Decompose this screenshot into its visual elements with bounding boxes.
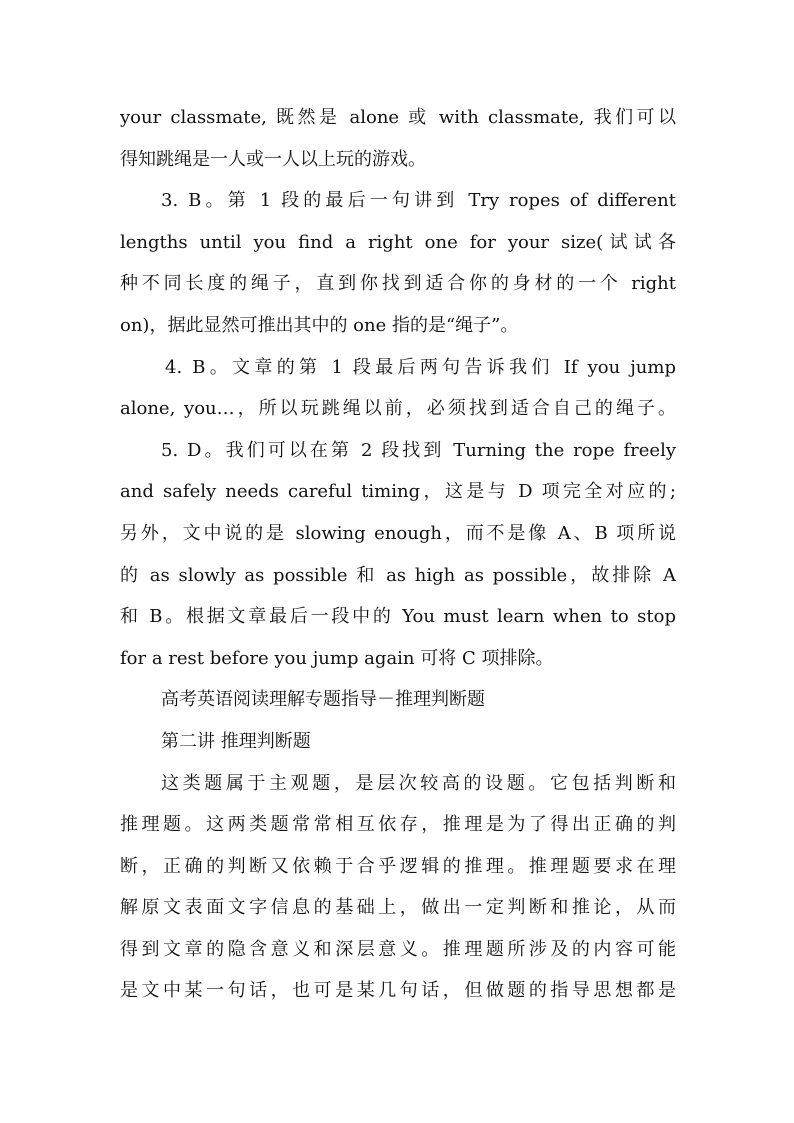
text-line: 5. D。我们可以在第 2 段找到 Turning the rope freely: [161, 439, 676, 461]
text-line: 这类题属于主观题，是层次较高的设题。它包括判断和: [161, 772, 676, 794]
text-line: 3. B。第 1 段的最后一句讲到 Try ropes of different: [161, 190, 676, 212]
text-line: 另外，文中说的是 slowing enough，而不是像 A、B 项所说: [120, 522, 676, 544]
text-line: on)，据此显然可推出其中的 one 指的是“绳子”。: [120, 314, 519, 336]
text-line: lengths until you find a right one for your size(试试各: [120, 231, 676, 253]
text-line: for a rest before you jump again 可将 C 项排除。: [120, 647, 554, 669]
text-line: 种不同长度的绳子，直到你找到适合你的身材的一个 right: [120, 273, 676, 295]
text-line: 的 as slowly as possible 和 as high as possible，故排除 A: [120, 564, 676, 586]
text-line: 4. B。文章的第 1 段最后两句告诉我们 If you jump: [165, 356, 676, 378]
text-line: 得知跳绳是一人或一人以上玩的游戏。: [120, 148, 426, 170]
text-line: your classmate, 既然是 alone 或 with classmate, 我们可以: [120, 107, 676, 128]
text-line: 解原文表面文字信息的基础上，做出一定判断和推论，从而: [120, 897, 676, 919]
text-line: and safely needs careful timing，这是与 D 项完全对应的;: [120, 481, 676, 503]
text-line: 得到文章的隐含意义和深层意义。推理题所涉及的内容可能: [120, 938, 676, 960]
text-line: 推理题。这两类题常常相互依存，推理是为了得出正确的判: [120, 814, 676, 836]
text-line: 断，正确的判断又依赖于合乎逻辑的推理。推理题要求在理: [120, 855, 676, 877]
text-line: alone, you…，所以玩跳绳以前，必须找到适合自己的绳子。: [120, 398, 676, 420]
document-body: [120, 97, 676, 1012]
text-line: 和 B。根据文章最后一段中的 You must learn when to stop: [120, 606, 676, 628]
text-line: 是文中某一句话，也可是某几句话，但做题的指导思想都是: [120, 980, 676, 1002]
text-line: 高考英语阅读理解专题指导－推理判断题: [161, 689, 485, 711]
text-line: 第二讲 推理判断题: [161, 730, 311, 752]
